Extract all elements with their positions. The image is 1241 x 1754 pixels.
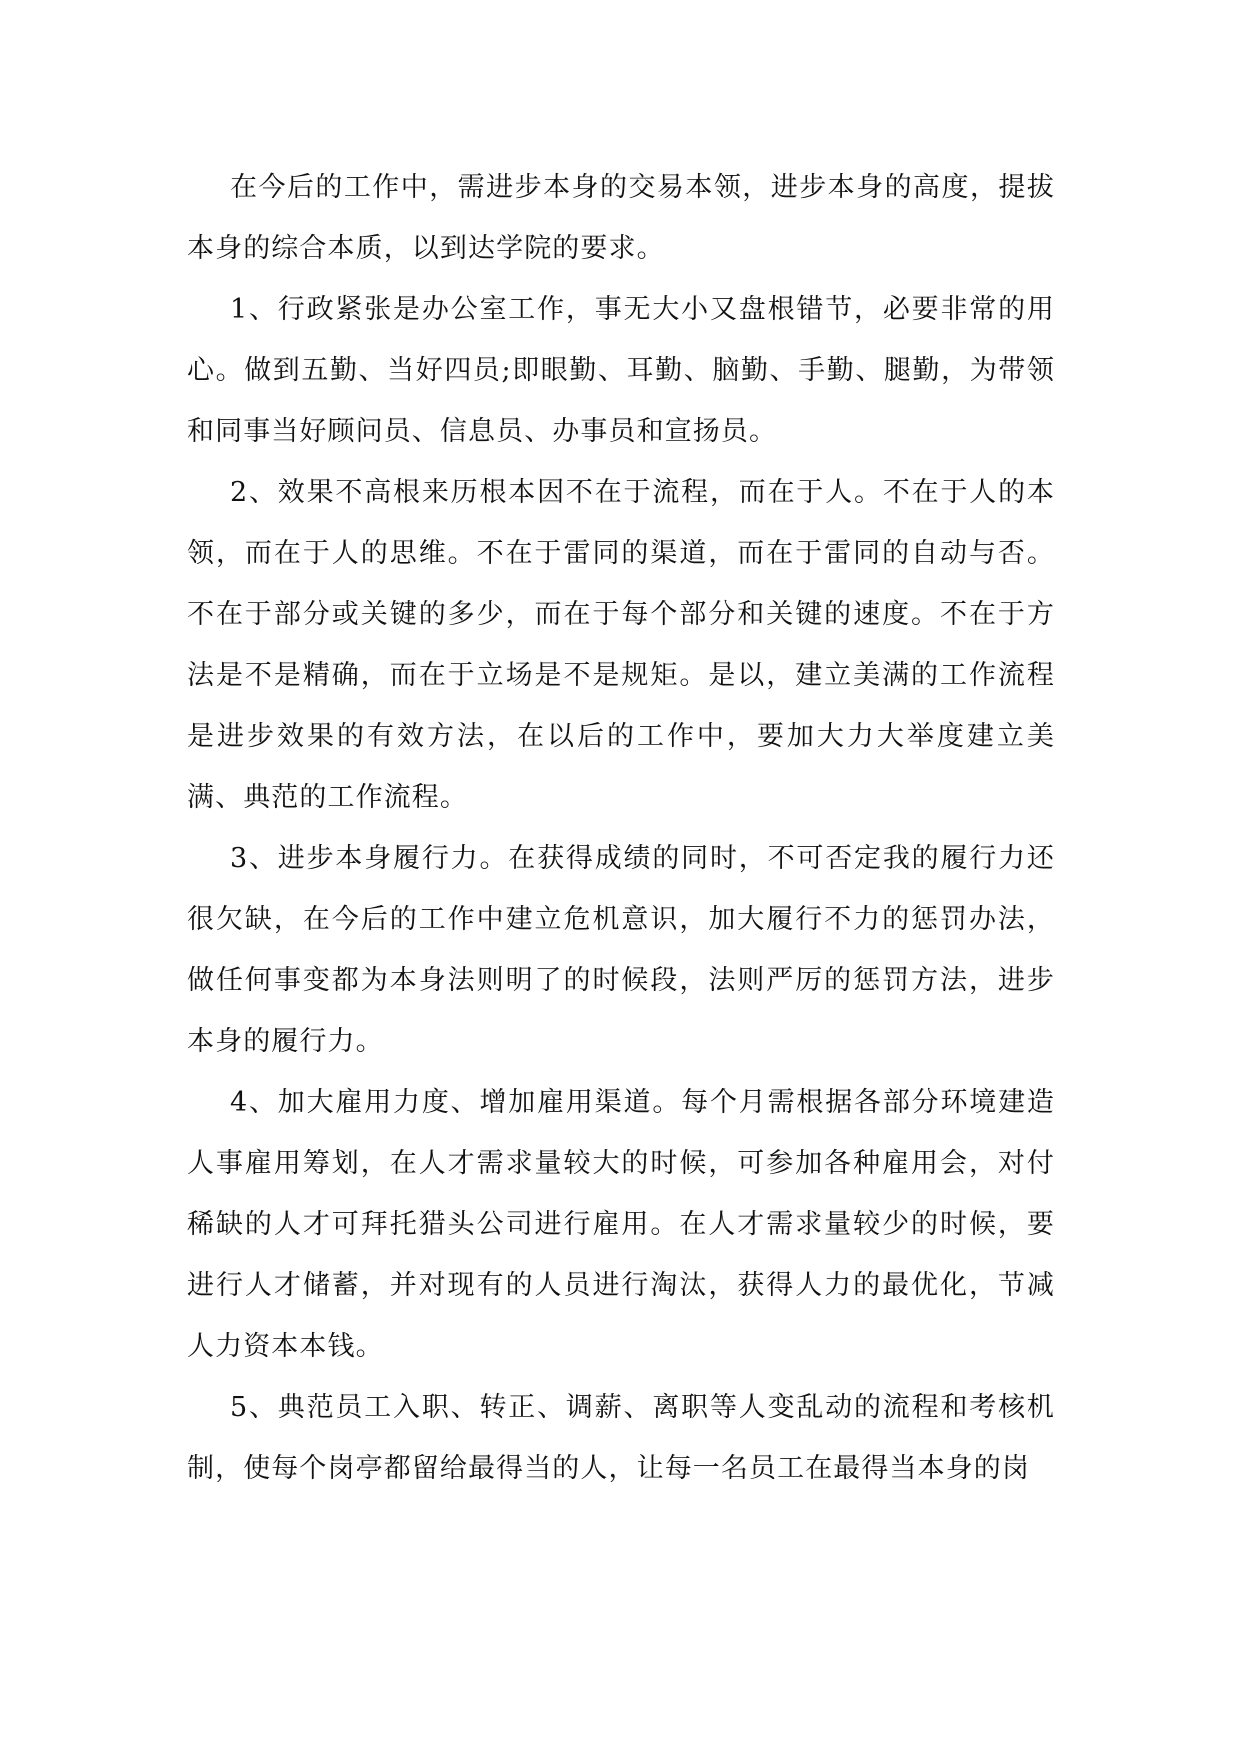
paragraph-intro: 在今后的工作中，需进步本身的交易本领，进步本身的高度，提拔本身的综合本质，以到达学院的要求。: [187, 172, 1055, 264]
paragraph-item-3: 3、进步本身履行力。在获得成绩的同时，不可否定我的履行力还很欠缺，在今后的工作中建立危机意识，加大履行不力的惩罚办法，做任何事变都为本身法则明了的时候段，法则严厉的惩罚方法，进步本身的履行力。: [187, 843, 1055, 1057]
paragraph-item-4: 4、加大雇用力度、增加雇用渠道。每个月需根据各部分环境建造人事雇用筹划，在人才需求量较大的时候，可参加各种雇用会，对付稀缺的人才可拜托猎头公司进行雇用。在人才需求量较少的时候，要进行人才储蓄，并对现有的人员进行淘汰，获得人力的最优化，节减人力资本本钱。: [187, 1087, 1055, 1362]
document-body: [187, 157, 1055, 1499]
paragraph-item-5: 5、典范员工入职、转正、调薪、离职等人变乱动的流程和考核机制，使每个岗亭都留给最得当的人，让每一名员工在最得当本身的岗: [187, 1392, 1055, 1484]
paragraph-item-1: 1、行政紧张是办公室工作，事无大小又盘根错节，必要非常的用心。做到五勤、当好四员;即眼勤、耳勤、脑勤、手勤、腿勤，为带领和同事当好顾问员、信息员、办事员和宣扬员。: [187, 294, 1055, 447]
paragraph-item-2: 2、效果不高根来历根本因不在于流程，而在于人。不在于人的本领，而在于人的思维。不在于雷同的渠道，而在于雷同的自动与否。不在于部分或关键的多少，而在于每个部分和关键的速度。不在于方法是不是精确，而在于立场是不是规矩。是以，建立美满的工作流程是进步效果的有效方法，在以后的工作中，要加大力大举度建立美满、典范的工作流程。: [187, 477, 1055, 813]
